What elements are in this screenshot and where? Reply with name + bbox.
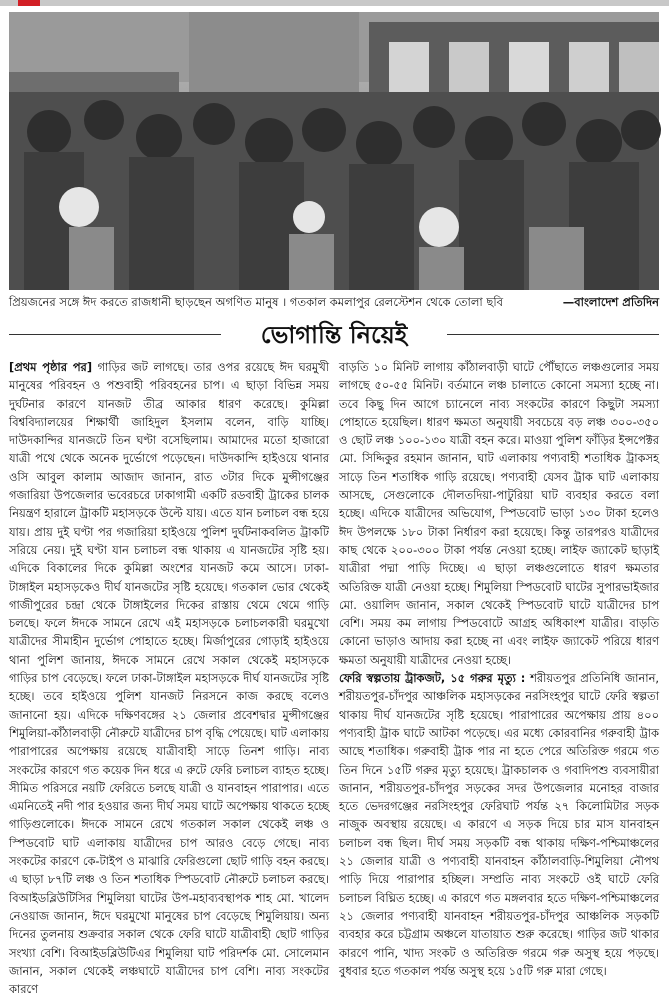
headline-rule-right xyxy=(447,334,659,335)
continuation-kicker: [প্রথম পৃষ্ঠার পর] xyxy=(9,360,93,374)
article-column-left xyxy=(9,358,329,997)
right-column-text-2: শরীয়তপুর প্রতিনিধি জানান, শরীয়তপুর-চাঁদপুর আঞ্চলিক মহাসড়কের নরসিংহপুর ঘাটে ফেরি স্বল্পতা থাকায় দীর্ঘ যানজটের সৃষ্টি হয়েছে। পারাপারের অপেক্ষায় প্রায় ৪০০ পণ্যবাহী ট্রাক ঘাটে আটকা পড়েছে। এর মধ্যে কোরবানির গরুবাহী ট্রাক আছে শতাধিক। গরুবাহী ট্রাক পার না হতে পেরে অতিরিক্ত গরমে গত তিন দিনে ১৫টি গরুর মৃত্যু হয়েছে। ট্রাকচালক ও গবাদিপশু ব্যবসায়ীরা জানান, শরীয়তপুর-চাঁদপুর সড়কের সদর উপজেলার মনোহর বাজার হতে ভেদরগঞ্জের নরসিংহপুর ফেরিঘাট পর্যন্ত ২৭ কিলোমিটার সড়ক নাজুক অবস্থায় রয়েছে। এ কারণে এ সড়ক দিয়ে চার মাস যানবাহন চলাচল বন্ধ ছিল। দীর্ঘ সময় সড়কটি বন্ধ থাকায় দক্ষিণ-পশ্চিমাঞ্চলের ২১ জেলার যাত্রী ও পণ্যবাহী যানবাহন কাঁঠালবাড়ি-শিমুলিয়া নৌপথ পাড়ি দিয়ে পারাপার হচ্ছিল। সম্প্রতি নাব্য সংকটে ওই ঘাটে ফেরি চলাচল বিঘ্নিত হচ্ছে। এ কারণে গত মঙ্গলবার হতে দক্ষিণ-পশ্চিমাঞ্চলের ২১ জেলার পণ্যবাহী যানবাহন শরীয়তপুর-চাঁদপুর আঞ্চলিক সড়কটি ব্যবহার করে চট্টগ্রাম অঞ্চলে যাতায়াত শুরু করেছে। গাড়ির জট থাকার কারণে পানি, খাদ্য সংকট ও অতিরিক্ত গরমে গরু অসুস্থ হয়ে পড়ছে। বুধবার হতে গতকাল পর্যন্ত অসুস্থ হয়ে ১৫টি গরু মারা গেছে। xyxy=(339,671,659,978)
article-headline: ভোগান্তি নিয়েই xyxy=(260,320,408,349)
article-column-right xyxy=(339,358,659,976)
crowd-train-photo xyxy=(9,12,659,290)
photo-caption-row xyxy=(9,292,659,314)
right-column-text: বাড়তি ১০ মিনিট লাগায় কাঁঠালবাড়ী ঘাটে পৌঁছাতে লঞ্চগুলোর সময় লাগছে ৫০-৫৫ মিনিট। বর্তমানে লঞ্চ চালাতে কোনো সমস্যা হচ্ছে না। তবে কিছু দিন আগে চ্যানেলে নাব্য সংকটের কারণে কিছুটা সমস্যা পোহাতে হয়েছিল। ধারণ ক্ষমতা অনুযায়ী সবচেয়ে বড় লঞ্চ ৩০০-৩৫০ ও ছোট লঞ্চ ১০০-১৩০ যাত্রী বহন করে। মাওয়া পুলিশ ফাঁড়ির ইন্সপেক্টর মো. সিদ্দিকুর রহমান জানান, ঘাট এলাকায় পণ্যবাহী শতাধিক ট্রাকসহ সাড়ে তিন শতাধিক গাড়ি রয়েছে। পণ্যবাহী যেসব ট্রাক ঘাট এলাকায় আসছে, সেগুলোকে দৌলতদিয়া-পাটুরিয়া ঘাট ব্যবহার করতে বলা হচ্ছে। এদিকে যাত্রীদের অভিযোগ, স্পিডবোট ভাড়া ১৩০ টাকা হলেও ঈদ উপলক্ষে ১৮০ টাকা নির্ধারণ করা হয়েছে। কিন্তু তারপরও যাত্রীদের কাছ থেকে ২০০-৩০০ টাকা পর্যন্ত নেওয়া হচ্ছে। লাইফ জ্যাকেট ছাড়াই যাত্রীরা পদ্মা পাড়ি দিচ্ছে। এ ছাড়া লঞ্চগুলোতে ধারণ ক্ষমতার অতিরিক্ত যাত্রী নেওয়া হচ্ছে। শিমুলিয়া স্পিডবোট ঘাটের সুপারভাইজার মো. ওয়ালিদ জানান, সকাল থেকেই স্পিডবোট ঘাটে যাত্রীদের চাপ বেশি। সময় কম লাগায় স্পিডবোটে আগ্রহ অধিকাংশ যাত্রীর। বাড়তি কোনো ভাড়াও আদায় করা হচ্ছে না এবং লাইফ জ্যাকেট পরিয়ে ধারণ ক্ষমতা অনুযায়ী যাত্রীদের নেওয়া হচ্ছে। xyxy=(339,360,659,667)
subsection-kicker: ফেরি স্বল্পতায় ট্রাকজট, ১৫ গরুর মৃত্যু : xyxy=(339,671,526,686)
article-body xyxy=(9,358,659,997)
photo-credit: —বাংলাদেশ প্রতিদিন xyxy=(562,294,659,309)
headline-rule-left xyxy=(9,334,221,335)
section-marker xyxy=(18,0,40,6)
photo-caption: প্রিয়জনের সঙ্গে ঈদ করতে রাজধানী ছাড়ছেন অগণিত মানুষ । গতকাল কমলাপুর রেলস্টেশন থেকে তোলা ছবি xyxy=(9,294,504,309)
left-column-text: গাড়ির জট লাগছে। তার ওপর রয়েছে ঈদ ঘরমুখী মানুষের পরিবহন ও পশুবাহী পরিবহনের চাপ। এ ছাড়া বিভিন্ন সময় দুর্ঘটনার কারণে যানজট তীব্র আকার ধারণ করেছে। কুমিল্লা বিশ্ববিদ্যালয়ের শিক্ষার্থী জাহিদুল ইসলাম বলেন, বাড়ি যাচ্ছি। দাউদকান্দির যানজটে তিন ঘণ্টা বসেছিলাম। আমাদের মতো হাজারো যাত্রী পথে থেকে অনেক দুর্ভোগে পড়েছেন। দাউদকান্দি হাইওয়ে থানার ওসি আবুল কালাম আজাদ জানান, রাত ৩টার দিকে মুন্সীগঞ্জের গজারিয়া উপজেলার ভবেরচরে ঢাকাগামী একটি রডবাহী ট্রাকের চালক নিয়ন্ত্রণ হারালে ট্রাকটি মহাসড়কে উল্টে যায়। এতে যান চলাচল বন্ধ হয়ে যায়। প্রায় দুই ঘণ্টা পর গজারিয়া হাইওয়ে পুলিশ দুর্ঘটনাকবলিত ট্রাকটি সরিয়ে নেয়। দুই ঘণ্টা যান চলাচল বন্ধ থাকায় এ যানজটের সৃষ্টি হয়। এদিকে বিকালের দিকে কুমিল্লা অংশের যানজট কমে আসে। ঢাকা-টাঙ্গাইল মহাসড়কেও দীর্ঘ যানজটের সৃষ্টি হয়েছে। গতকাল ভোর থেকেই গাজীপুরের চন্দ্রা থেকে টাঙ্গাইলের দিকের রাস্তায় থেমে থেমে গাড়ি চলছে। ফলে ঈদকে সামনে রেখে এই মহাসড়কে চলাচলকারী ঘরমুখো যাত্রীদের সীমাহীন দুর্ভোগ পোহাতে হচ্ছে। মির্জাপুরের গোড়াই হাইওয়ে থানা পুলিশ জানায়, ঈদকে সামনে রেখে সকাল থেকেই মহাসড়কে গাড়ির চাপ বেড়েছে। ফলে ঢাকা-টাঙ্গাইল মহাসড়কে দীর্ঘ যানজটের সৃষ্টি হচ্ছে। তবে হাইওয়ে পুলিশ যানজট নিরসনে কাজ করছে বলেও জানানো হয়। এদিকে দক্ষিণবঙ্গের ২১ জেলার প্রবেশদ্বার মুন্সীগঞ্জের শিমুলিয়া-কাঁঠালবাড়ী নৌরুটে যাত্রীদের চাপ বৃদ্ধি পেয়েছে। ঘাট এলাকায় পারাপারের অপেক্ষায় রয়েছে যাত্রীবাহী সাড়ে তিনশ গাড়ি। নাব্য সংকটের কারণে গত কয়েক দিন ধরে এ রুটে ফেরি চলাচল ব্যাহত হচ্ছে। সীমিত পরিসরে নয়টি ফেরিতে চলছে যাত্রী ও যানবাহন পারাপার। এতে এমনিতেই নদী পার হওয়ার জন্য দীর্ঘ সময় ঘাটে অপেক্ষায় থাকতে হচ্ছে গাড়িগুলোকে। ঈদকে সামনে রেখে গতকাল সকাল থেকেই লঞ্চ ও স্পিডবোট ঘাট এলাকায় যাত্রীদের চাপ আরও বেড়ে গেছে। নাব্য সংকটের কারণে কে-টাইপ ও মাঝারি ফেরিগুলো ছোট গাড়ি বহন করছে। এ ছাড়া ৮৭টি লঞ্চ ও তিন শতাধিক স্পিডবোট নৌরুটে চলাচল করছে। বিআইডব্লিউটিসির শিমুলিয়া ঘাটের উপ-মহাব্যবস্থাপক শাহ মো. খালেদ নেওয়াজ জানান, ঈদে ঘরমুখো মানুষের চাপ বেড়েছে শিমুলিয়ায়। অন্য দিনের তুলনায় শুক্রবার সকাল থেকে ফেরি ঘাটে যাত্রীবাহী ছোট গাড়ির সংখ্যা বেশি। বিআইডব্লিউটিএর শিমুলিয়া ঘাট পরিদর্শক মো. সোলেমান জানান, সকাল থেকেই লঞ্চঘাটে যাত্রীদের চাপ বেশি। নাব্য সংকটের কারণে xyxy=(9,360,329,997)
news-photo xyxy=(9,12,659,290)
headline-band xyxy=(9,318,659,352)
page-top-bar xyxy=(0,0,669,6)
